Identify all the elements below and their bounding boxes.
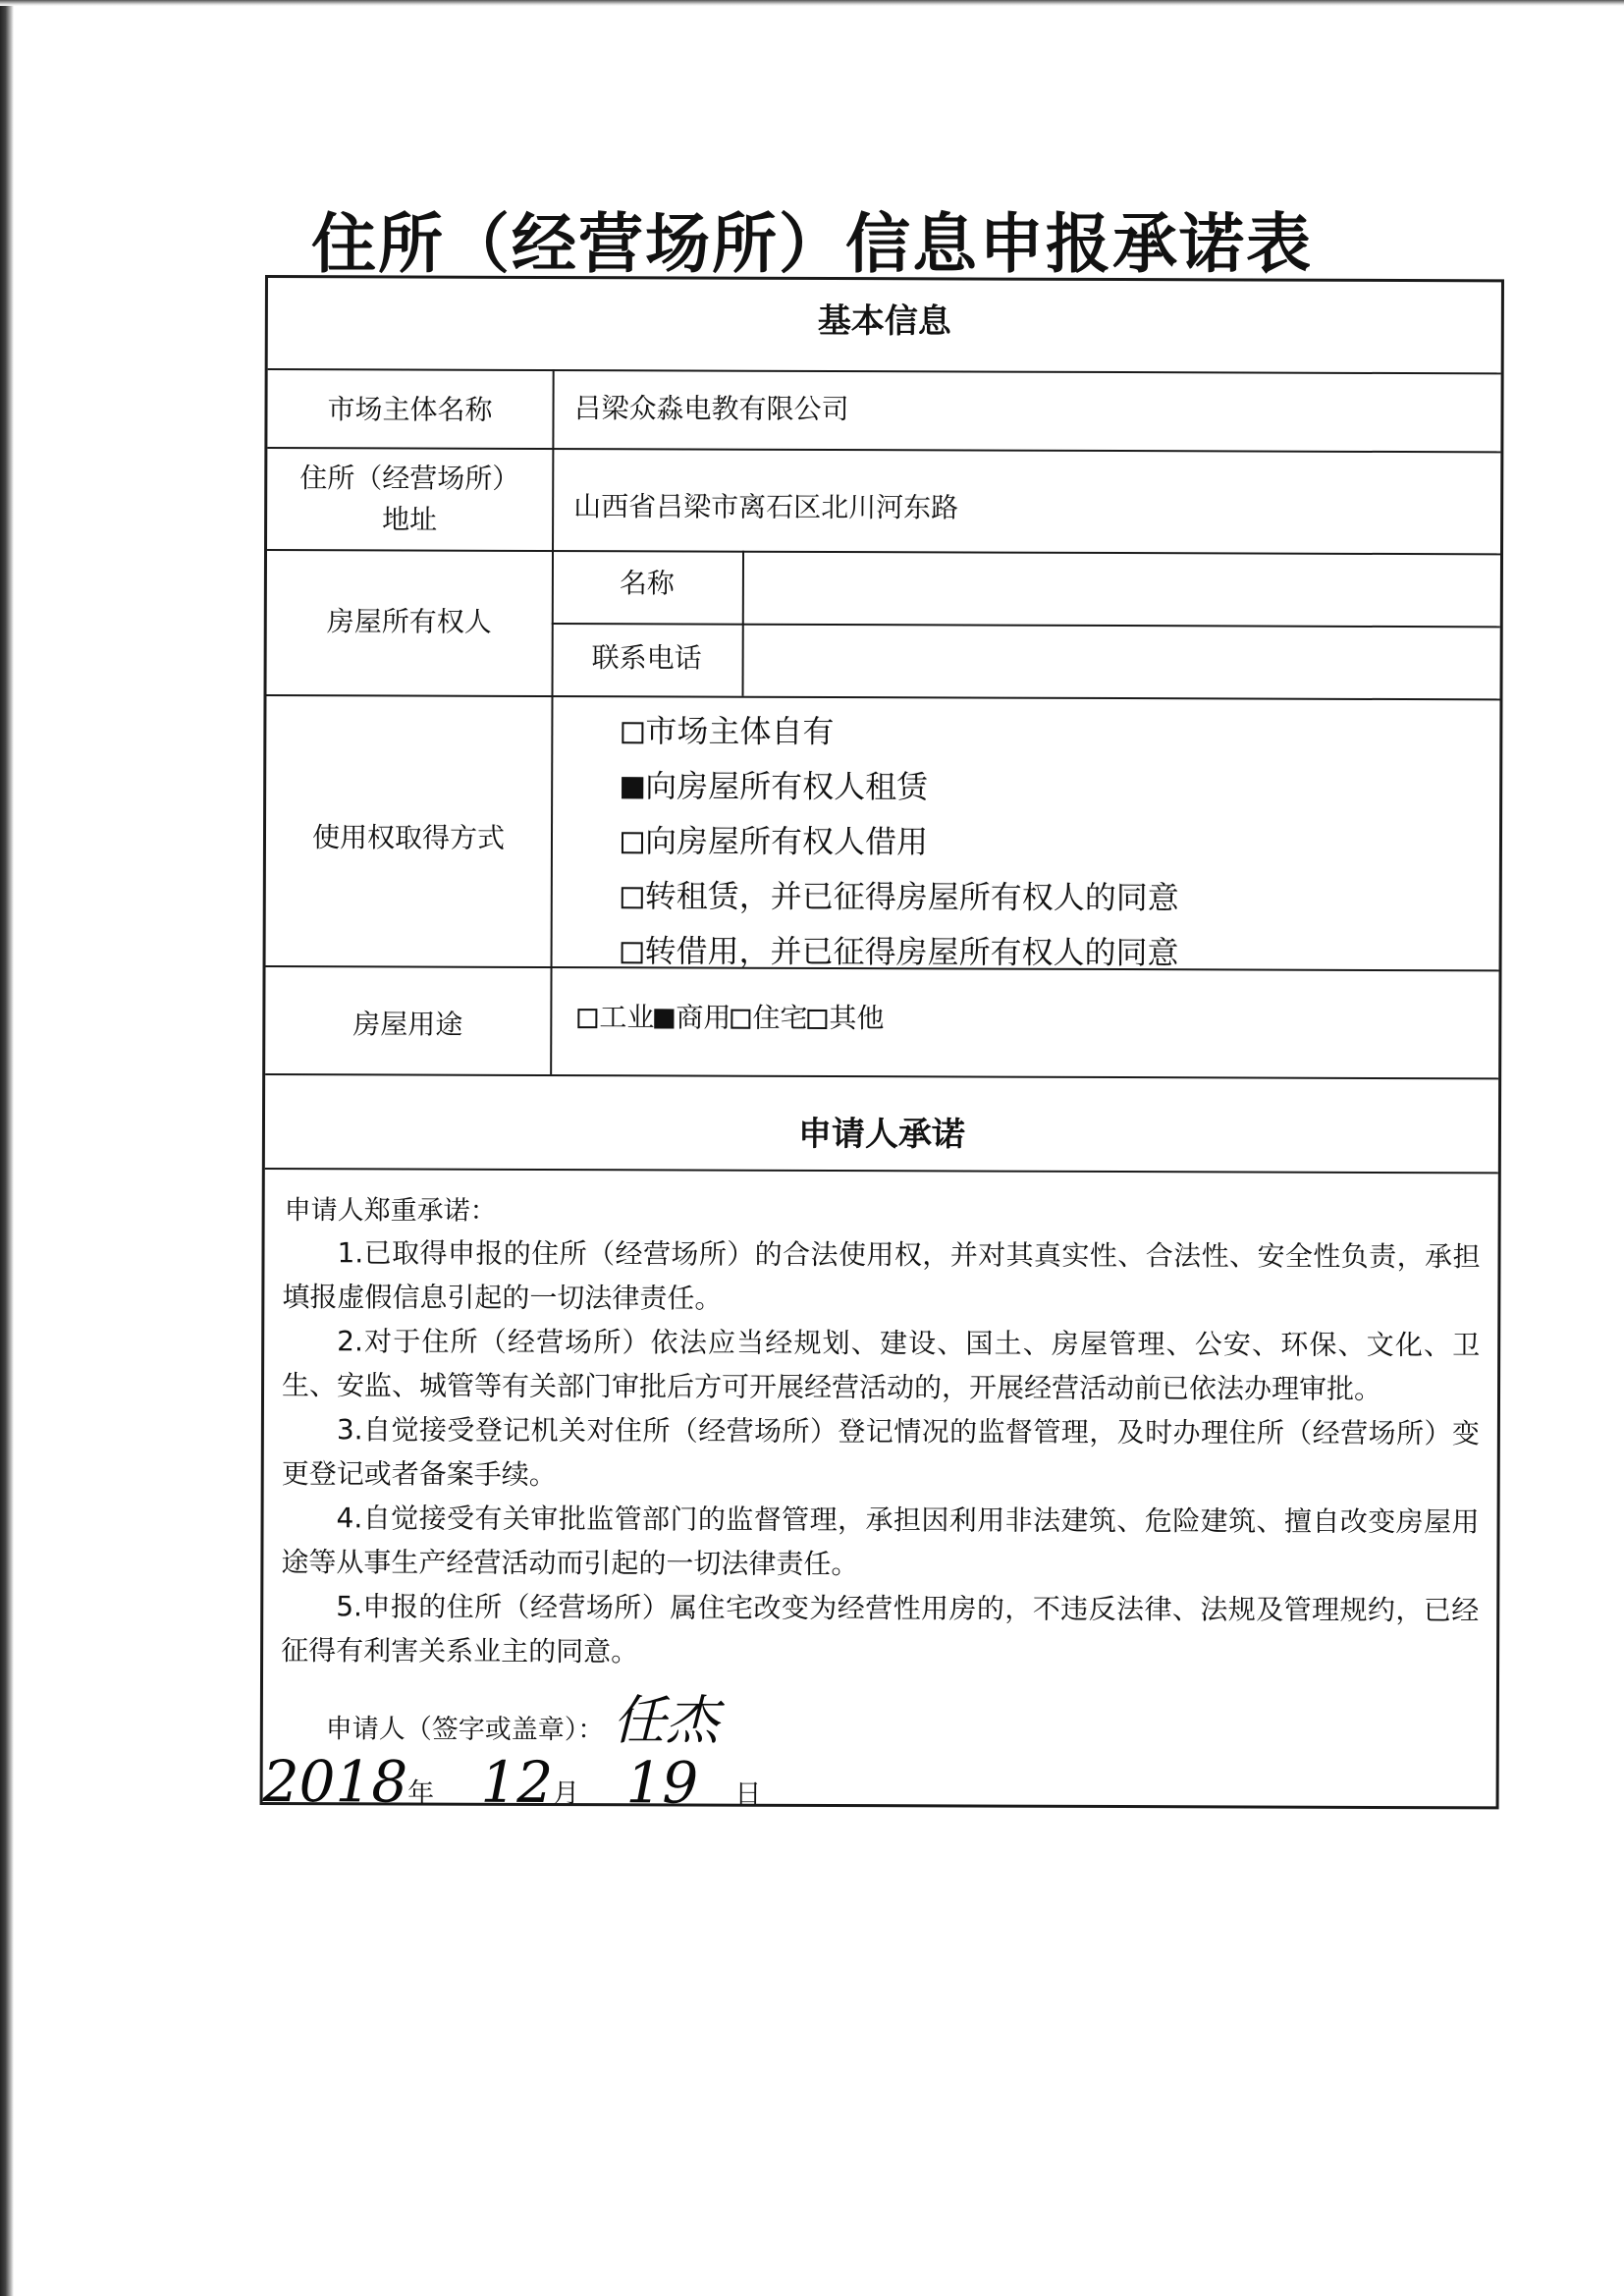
commitment-heading: 申请人承诺 [797, 1114, 966, 1155]
commitment-intro: 申请人郑重承诺： [284, 1195, 497, 1227]
date-day-unit: 日 [734, 1778, 762, 1810]
checkbox-icon[interactable] [622, 887, 643, 908]
checkbox-icon[interactable] [577, 1009, 597, 1028]
scan-edge [0, 0, 14, 2296]
commitment-item: 2.对于住所（经营场所）依法应当经规划、建设、国土、房屋管理、公安、环保、文化、卫生、安监、城管等有关部门审批后方可开展经营活动的，开展经营活动前已依法办理审批。 [281, 1325, 1481, 1405]
acquisition-option-label: 市场主体自有 [645, 712, 835, 751]
entity-name-label: 市场主体名称 [327, 393, 493, 426]
divider [267, 694, 1500, 700]
signature: 任杰 [612, 1689, 720, 1752]
checkbox-icon[interactable] [807, 1010, 827, 1029]
owner-phone-label: 联系电话 [591, 641, 702, 675]
date-year-unit: 年 [407, 1777, 435, 1809]
acquisition-option[interactable] [622, 709, 834, 753]
usage-label: 房屋用途 [352, 1008, 463, 1041]
signature-row [325, 1689, 720, 1752]
checked-box-icon[interactable] [622, 777, 643, 798]
acquisition-option-label: 转租赁，并已征得房屋所有权人的同意 [644, 877, 1179, 917]
usage-option-label: 工业 [599, 1001, 655, 1034]
usage-options [577, 998, 884, 1038]
checkbox-icon[interactable] [622, 832, 643, 853]
commitment-item: 1.已取得申报的住所（经营场所）的合法使用权，并对其真实性、合法性、安全性负责，承担填报虚假信息引起的一切法律责任。 [282, 1236, 1481, 1315]
page-title: 住所（经营场所）信息申报承诺表 [311, 205, 1313, 282]
date-day: 19 [625, 1749, 699, 1817]
signature-label: 申请人（签字或盖章）： [325, 1714, 605, 1746]
acquisition-option-label: 向房屋所有权人借用 [644, 822, 929, 861]
divider [265, 1073, 1498, 1079]
divider [552, 623, 1500, 628]
checked-box-icon[interactable] [654, 1009, 674, 1028]
date-year: 2018 [262, 1748, 408, 1816]
address-value: 山西省吕梁市离石区北川河东路 [573, 490, 959, 524]
acquisition-option[interactable] [622, 819, 928, 863]
acquisition-label: 使用权取得方式 [311, 821, 506, 854]
divider [267, 549, 1500, 555]
divider [268, 368, 1501, 374]
scan-edge-top [0, 0, 1624, 6]
checkbox-icon[interactable] [622, 942, 643, 963]
date-month: 12 [480, 1748, 554, 1817]
commitment-item: 5.申报的住所（经营场所）属住宅改变为经营性用房的，不违反法律、法规及管理规约，已经征得有利害关系业主的同意。 [281, 1590, 1480, 1668]
basic-info-heading: 基本信息 [817, 301, 951, 342]
checkbox-icon[interactable] [622, 722, 643, 743]
usage-option-label: 住宅 [752, 1001, 808, 1034]
checkbox-icon[interactable] [731, 1010, 750, 1029]
usage-option-label: 其他 [829, 1002, 885, 1035]
acquisition-option[interactable] [622, 764, 928, 808]
date-row [262, 1748, 762, 1820]
usage-option-label: 商用 [676, 1001, 731, 1034]
address-label-2: 地址 [382, 503, 438, 536]
commitment-item: 4.自觉接受有关审批监管部门的监督管理，承担因利用非法建筑、危险建筑、擅自改变房屋用途等从事生产经营活动而引起的一切法律责任。 [281, 1502, 1480, 1581]
acquisition-option-label: 转借用，并已征得房屋所有权人的同意 [644, 932, 1179, 972]
acquisition-option[interactable] [622, 874, 1179, 919]
owner-name-label: 名称 [619, 567, 675, 600]
acquisition-option-label: 向房屋所有权人租赁 [645, 767, 929, 806]
date-month-unit: 月 [553, 1778, 580, 1810]
divider [267, 447, 1500, 453]
declaration-table [260, 275, 1504, 1817]
owner-label: 房屋所有权人 [326, 605, 492, 638]
address-label: 住所（经营场所） [299, 462, 520, 495]
commitment-item: 3.自觉接受登记机关对住所（经营场所）登记情况的监督管理，及时办理住所（经营场所）变更登记或者备案手续。 [281, 1413, 1480, 1492]
divider [265, 1168, 1498, 1174]
entity-name-value: 吕梁众淼电教有限公司 [573, 392, 849, 426]
